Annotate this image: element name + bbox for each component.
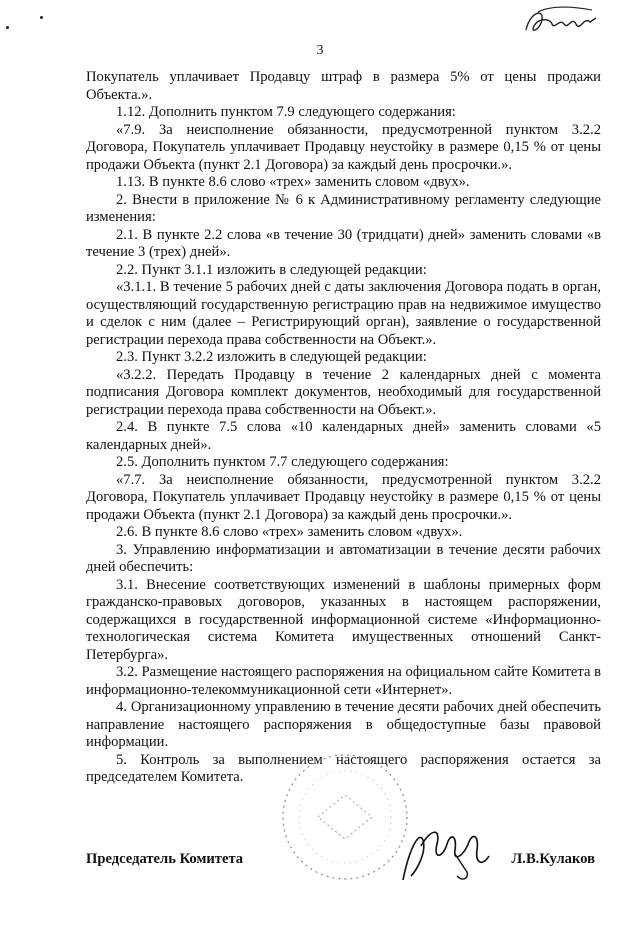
signature-block <box>86 851 601 873</box>
paragraph: «7.9. За неисполнение обязанности, предусмотренной пунктом 3.2.2 Договора, Покупатель уплачивает Продавцу неустойку в размере 0,15 % от цены продажи Объекта (пункт 2.1 Договора) за каждый день просрочки.». <box>86 121 601 173</box>
signatory-title: Председатель Комитета <box>86 851 244 867</box>
scan-speck <box>40 16 43 19</box>
paragraph: 2.1. В пункте 2.2 слова «в течение 30 (тридцати) дней» заменить словами «в течение 3 (трех) дней». <box>86 226 601 260</box>
paragraph: «3.1.1. В течение 5 рабочих дней с даты заключения Договора подать в орган, осуществляющий государственную регистрацию прав на недвижимое имущество и сделок с ним (далее – Регистрирующий орган), заявление о государственной регистрации перехода права собственности на Объект.». <box>86 279 601 348</box>
paragraph: 2.2. Пункт 3.1.1 изложить в следующей редакции: <box>116 261 427 278</box>
page-number: 3 <box>316 43 324 58</box>
paragraph: 2.3. Пункт 3.2.2 изложить в следующей редакции: <box>116 349 427 365</box>
paragraph: 3. Управлению информатизации и автоматизации в течение десяти рабочих дней обеспечить: <box>86 541 601 575</box>
paragraph: 3.1. Внесение соответствующих изменений в шаблоны примерных форм гражданско-правовых договоров, указанных в настоящем распоряжении, содержащихся в государственной информационной системе «Информационно-технологическая система Комитета имущественных отношений Санкт-Петербурга». <box>86 576 601 663</box>
paragraph: 1.12. Дополнить пунктом 7.9 следующего содержания: <box>116 104 456 120</box>
scan-speck <box>6 26 9 29</box>
paragraph: 4. Организационному управлению в течение десяти рабочих дней обеспечить направление настоящего распоряжения в общедоступные базы правовой информации. <box>86 699 601 750</box>
paragraph: 3.2. Размещение настоящего распоряжения на официальном сайте Комитета в информационно-телекоммуникационной сети «Интернет». <box>86 664 601 698</box>
signatory-name: Л.В.Кулаков <box>511 851 595 867</box>
handwritten-initials-mark <box>520 4 600 40</box>
paragraph: 1.13. В пункте 8.6 слово «трех» заменить словом «двух». <box>116 174 470 190</box>
paragraph: «3.2.2. Передать Продавцу в течение 2 календарных дней с момента подписания Договора комплект документов, необходимый для государственной регистрации перехода права собственности на Объект.». <box>86 366 601 418</box>
document-body <box>86 69 601 787</box>
paragraph: 5. Контроль за выполнением настоящего распоряжения остается за председателем Комитета. <box>86 751 601 785</box>
paragraph: Покупатель уплачивает Продавцу штраф в размера 5% от цены продажи Объекта.». <box>86 69 601 103</box>
paragraph: 2. Внести в приложение № 6 к Административному регламенту следующие изменения: <box>86 191 601 225</box>
paragraph: 2.4. В пункте 7.5 слова «10 календарных дней» заменить словами «5 календарных дней». <box>86 419 601 453</box>
paragraph: «7.7. За неисполнение обязанности, предусмотренной пунктом 3.2.2 Договора, Покупатель уплачивает Продавцу неустойку в размере 0,15 % от цены продажи Объекта (пункт 2.1 Договора) за каждый день просрочки.». <box>86 471 601 523</box>
handwritten-signature <box>385 810 495 890</box>
paragraph: 2.5. Дополнить пунктом 7.7 следующего содержания: <box>116 454 449 470</box>
paragraph: 2.6. В пункте 8.6 слово «трех» заменить словом «двух». <box>116 524 463 540</box>
